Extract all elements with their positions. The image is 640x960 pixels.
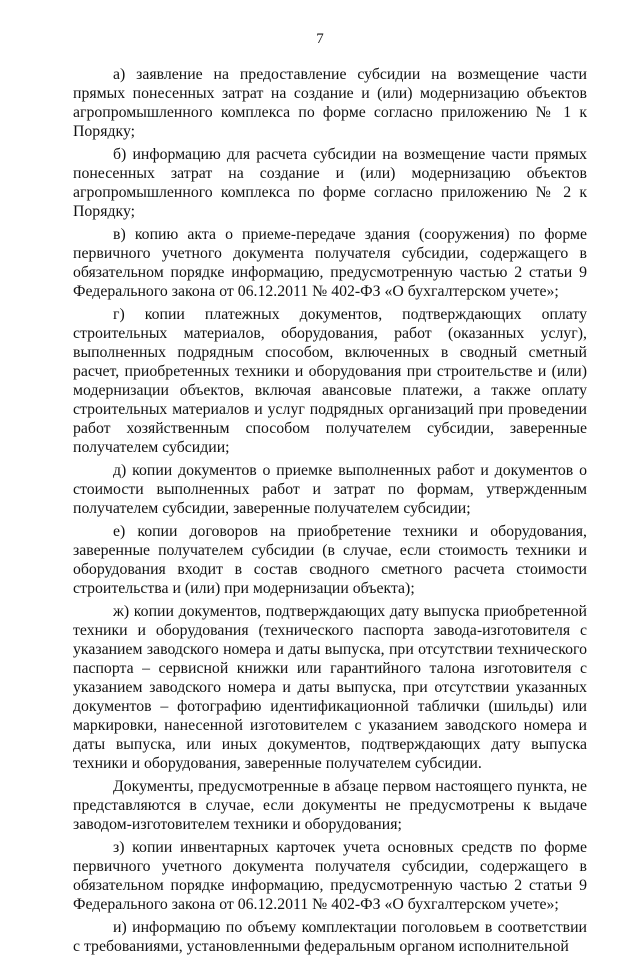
paragraph-b: б) информацию для расчета субсидии на возмещение части прямых понесенных затрат на создание и (или) модернизацию объектов агропромышленного комплекса по форме согласно приложению № 2 к Порядку; bbox=[73, 146, 587, 220]
paragraph-e: е) копии договоров на приобретение техники и оборудования, заверенные получателем субсидии (в случае, если стоимость техники и оборудования входит в состав сводного сметного расчета стоимости строительства и (или) при модернизации объекта); bbox=[73, 523, 587, 597]
paragraph-g: г) копии платежных документов, подтверждающих оплату строительных материалов, оборудования, работ (оказанных услуг), выполненных подрядным способом, включенных в сводный сметный расчет, приобретенных техники и оборудования при строительстве и (или) модернизации объектов, включая авансовые платежи, а также оплату строительных материалов и услуг подрядных организаций при проведении работ хозяйственным способом получателем субсидии, заверенные получателем субсидии; bbox=[73, 306, 587, 456]
paragraph-d: д) копии документов о приемке выполненных работ и документов о стоимости выполненных работ и затрат по формам, утвержденным получателем субсидии, заверенные получателем субсидии; bbox=[73, 462, 587, 517]
paragraph-zh: ж) копии документов, подтверждающих дату выпуска приобретенной техники и оборудования (технического паспорта завода-изготовителя с указанием заводского номера и даты выпуска, при отсутствии технического паспорта – сервисной книжки или гарантийного талона изготовителя с указанием заводского номера и даты выпуска, при отсутствии указанных документов – фотографию идентификационной таблички (шильды) или маркировки, нанесенной изготовителем с указанием заводского номера и даты выпуска, или иных документов, подтверждающих дату выпуска техники и оборудования, заверенные получателем субсидии. bbox=[73, 603, 587, 772]
paragraph-z: з) копии инвентарных карточек учета основных средств по форме первичного учетного документа получателя субсидии, содержащего в обязательном порядке информацию, предусмотренную частью 2 статьи 9 Федерального закона от 06.12.2011 № 402-ФЗ «О бухгалтерском учете»; bbox=[73, 839, 587, 913]
paragraph-i: и) информацию по объему комплектации поголовьем в соответствии с требованиями, установленными федеральным органом исполнительной bbox=[73, 919, 587, 955]
paragraph-a: а) заявление на предоставление субсидии на возмещение части прямых понесенных затрат на создание и (или) модернизацию объектов агропромышленного комплекса по форме согласно приложению № 1 к Порядку; bbox=[73, 66, 587, 140]
paragraph-v: в) копию акта о приеме-передаче здания (сооружения) по форме первичного учетного документа получателя субсидии, содержащего в обязательном порядке информацию, предусмотренную частью 2 статьи 9 Федерального закона от 06.12.2011 № 402-ФЗ «О бухгалтерском учете»; bbox=[73, 226, 587, 300]
document-body bbox=[73, 65, 587, 960]
paragraph-note: Документы, предусмотренные в абзаце первом настоящего пункта, не представляются в случае, если документы не предусмотрены к выдаче заводом-изготовителем техники и оборудования; bbox=[73, 778, 587, 833]
page-number: 7 bbox=[316, 31, 324, 47]
